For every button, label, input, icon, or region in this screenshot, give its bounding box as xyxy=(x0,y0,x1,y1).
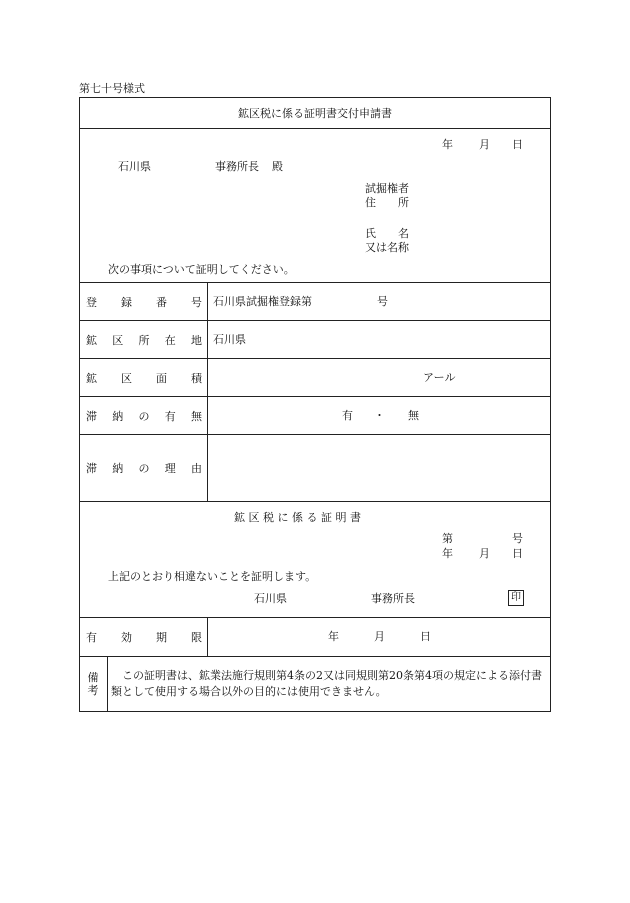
certificate-office: 事務所長 xyxy=(371,592,415,605)
arrears-yes: 有 xyxy=(342,409,353,422)
validity-month: 月 xyxy=(374,630,385,643)
label-char: 由 xyxy=(191,462,202,475)
certificate-statement: 上記のとおり相違ないことを証明します。 xyxy=(108,570,317,583)
label-char: 滞 xyxy=(86,409,97,423)
label-char: 期 xyxy=(156,631,167,644)
arrears-label xyxy=(86,397,202,434)
applicant-name-alt: 又は名称 xyxy=(365,241,409,254)
label-char: 有 xyxy=(164,409,176,423)
addressee-office: 事務所長 xyxy=(215,160,259,173)
certificate-number-prefix: 第 xyxy=(442,532,453,545)
area-label xyxy=(86,359,202,396)
label-char: 登 xyxy=(86,295,97,309)
label-char: 鉱 xyxy=(86,371,97,385)
registration-suffix: 号 xyxy=(377,295,388,308)
certificate-year: 年 xyxy=(442,547,453,560)
application-year: 年 xyxy=(442,138,453,151)
label-char: 鉱 xyxy=(86,333,97,347)
registration-prefix: 石川県試掘権登録第 xyxy=(213,295,312,308)
document-title-text: 鉱区税に係る証明書交付申請書 xyxy=(238,107,392,120)
validity-year: 年 xyxy=(328,630,339,643)
application-month: 月 xyxy=(479,138,490,151)
note-text: この証明書は、鉱業法施行規則第4条の2又は同規則第20条第4項の規定による添付書類として使用する場合以外の目的には使用できません。 xyxy=(111,669,542,698)
label-char: 在 xyxy=(164,333,176,347)
rule-label-column xyxy=(207,282,208,501)
applicant-address-label: 住 所 xyxy=(365,196,409,209)
note-label: 備考 xyxy=(87,671,99,697)
label-char: 地 xyxy=(191,333,202,347)
reason-label xyxy=(86,435,202,501)
validity-day: 日 xyxy=(420,630,431,643)
addressee-prefecture: 石川県 xyxy=(118,160,151,173)
seal-mark: 印 xyxy=(508,590,524,606)
certificate-title: 鉱 区 税 に 係 る 証 明 書 xyxy=(234,511,361,524)
label-char: 効 xyxy=(121,631,132,644)
registration-label xyxy=(86,283,202,320)
applicant-role: 試掘権者 xyxy=(365,182,409,195)
arrears-no: 無 xyxy=(408,409,419,422)
rule-validity-bottom xyxy=(79,656,551,657)
application-day: 日 xyxy=(512,138,523,151)
addressee-honorific: 殿 xyxy=(272,160,283,173)
label-char: 番 xyxy=(156,295,167,309)
label-char: 号 xyxy=(191,295,202,309)
label-char: 区 xyxy=(112,333,124,347)
document-title xyxy=(79,98,551,128)
form-number: 第七十号様式 xyxy=(79,82,145,95)
label-char: 有 xyxy=(86,631,97,644)
label-char: 無 xyxy=(191,409,202,423)
label-char: の xyxy=(138,462,150,475)
area-unit: アール xyxy=(423,371,456,384)
applicant-name-label: 氏 名 xyxy=(365,227,409,240)
label-char: 録 xyxy=(121,295,132,309)
label-char: 区 xyxy=(121,371,132,385)
label-char: 所 xyxy=(138,333,150,347)
rule-title-bottom xyxy=(79,128,551,129)
validity-label xyxy=(86,618,202,656)
label-char: 納 xyxy=(112,462,124,475)
label-char: 理 xyxy=(164,462,176,475)
request-statement: 次の事項について証明してください。 xyxy=(108,263,295,276)
certificate-day: 日 xyxy=(512,547,523,560)
label-char: 滞 xyxy=(86,462,97,475)
certificate-number-suffix: 号 xyxy=(512,532,523,545)
label-char: 限 xyxy=(191,631,202,644)
location-value: 石川県 xyxy=(213,333,246,346)
label-char: 面 xyxy=(156,371,167,385)
rule-validity-column xyxy=(207,617,208,656)
rule-reason-bottom xyxy=(79,501,551,502)
arrears-dot: ・ xyxy=(374,409,385,422)
location-label xyxy=(86,321,202,358)
label-char: の xyxy=(138,409,150,423)
certificate-prefecture: 石川県 xyxy=(254,592,287,605)
certificate-month: 月 xyxy=(479,547,490,560)
label-char: 積 xyxy=(191,371,202,385)
label-char: 納 xyxy=(112,409,124,423)
rule-note-column xyxy=(107,656,108,712)
